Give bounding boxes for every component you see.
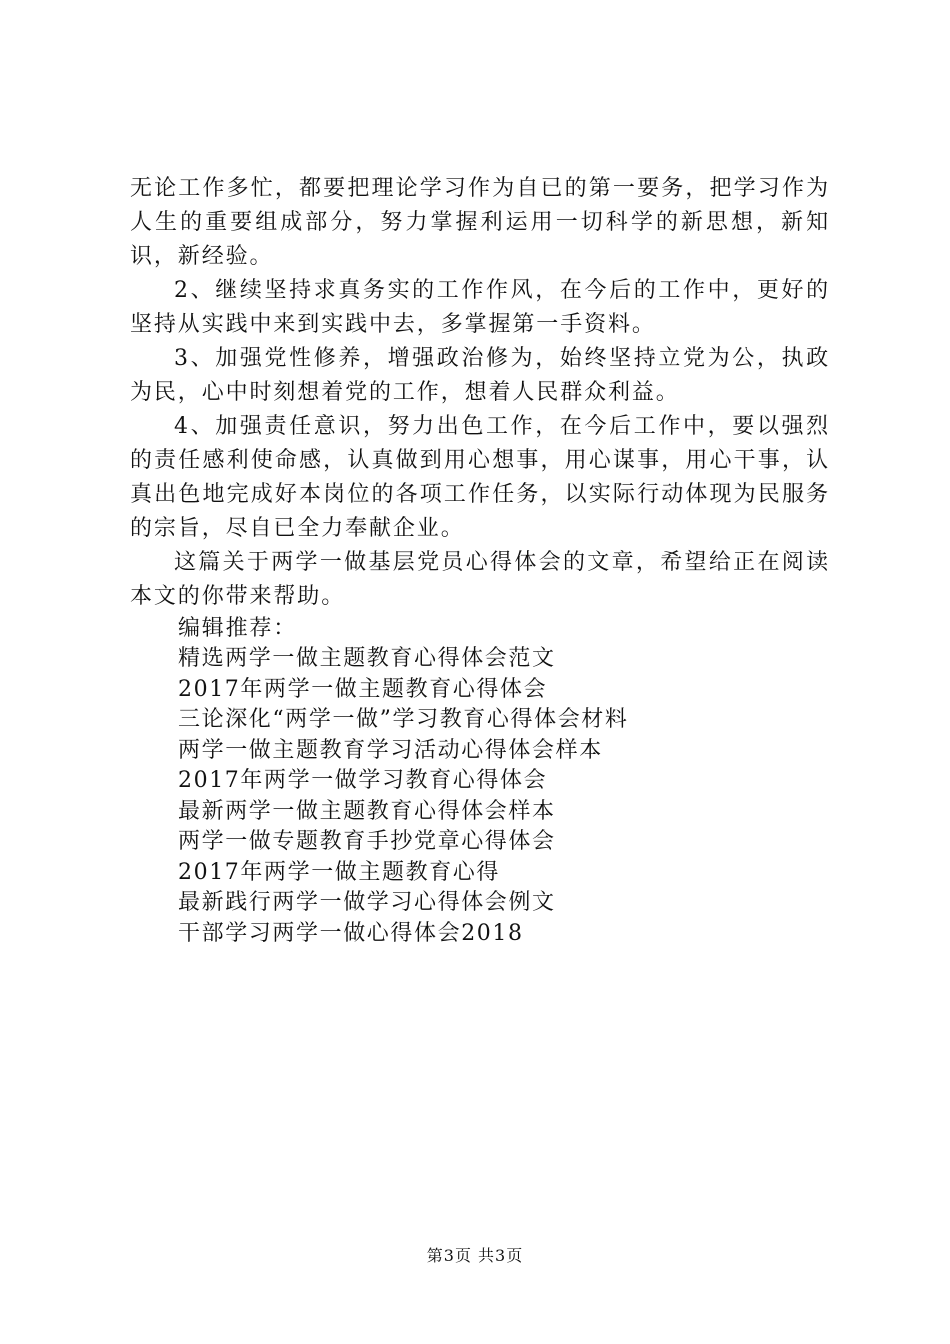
paragraph-item-2: 2、继续坚持求真务实的工作作风，在今后的工作中，更好的坚持从实践中来到实践中去，多掌握第一手资料。 [130, 278, 830, 337]
recommend-link[interactable]: 最新践行两学一做学习心得体会例文 [178, 890, 556, 915]
recommend-link[interactable]: 三论深化“两学一做”学习教育心得体会材料 [178, 707, 629, 732]
page-footer: 第3页 共3页 [426, 1246, 524, 1265]
paragraph-item-4: 4、加强责任意识，努力出色工作，在今后工作中，要以强烈的责任感利使命感，认真做到用心想事，用心谋事，用心干事，认真出色地完成好本岗位的各项工作任务，以实际行动体现为民服务的宗旨，尽自已全力奉献企业。 [130, 414, 830, 541]
recommend-link[interactable]: 两学一做专题教育手抄党章心得体会 [178, 829, 556, 854]
paragraph-item-3: 3、加强党性修养，增强政治修为，始终坚持立党为公，执政为民，心中时刻想着党的工作，想着人民群众利益。 [130, 346, 830, 405]
recommend-link[interactable]: 最新两学一做主题教育心得体会样本 [178, 798, 556, 824]
recommend-link[interactable]: 干部学习两学一做心得体会2018 [178, 920, 524, 946]
recommend-link[interactable]: 2017年两学一做主题教育心得 [178, 859, 500, 885]
recommend-link[interactable]: 两学一做主题教育学习活动心得体会样本 [178, 737, 603, 763]
recommend-link[interactable]: 2017年两学一做主题教育心得体会 [178, 676, 548, 702]
recommend-link[interactable]: 精选两学一做主题教育心得体会范文 [178, 646, 556, 671]
document-body [130, 172, 830, 949]
recommend-link[interactable]: 2017年两学一做学习教育心得体会 [178, 768, 548, 793]
paragraph-continuation: 无论工作多忙，都要把理论学习作为自已的第一要务，把学习作为人生的重要组成部分，努力掌握利运用一切科学的新思想，新知识，新经验。 [130, 176, 830, 269]
recommend-heading: 编辑推荐： [178, 616, 298, 641]
recommend-list [130, 644, 830, 949]
paragraph-closing: 这篇关于两学一做基层党员心得体会的文章，希望给正在阅读本文的你带来帮助。 [130, 550, 830, 609]
